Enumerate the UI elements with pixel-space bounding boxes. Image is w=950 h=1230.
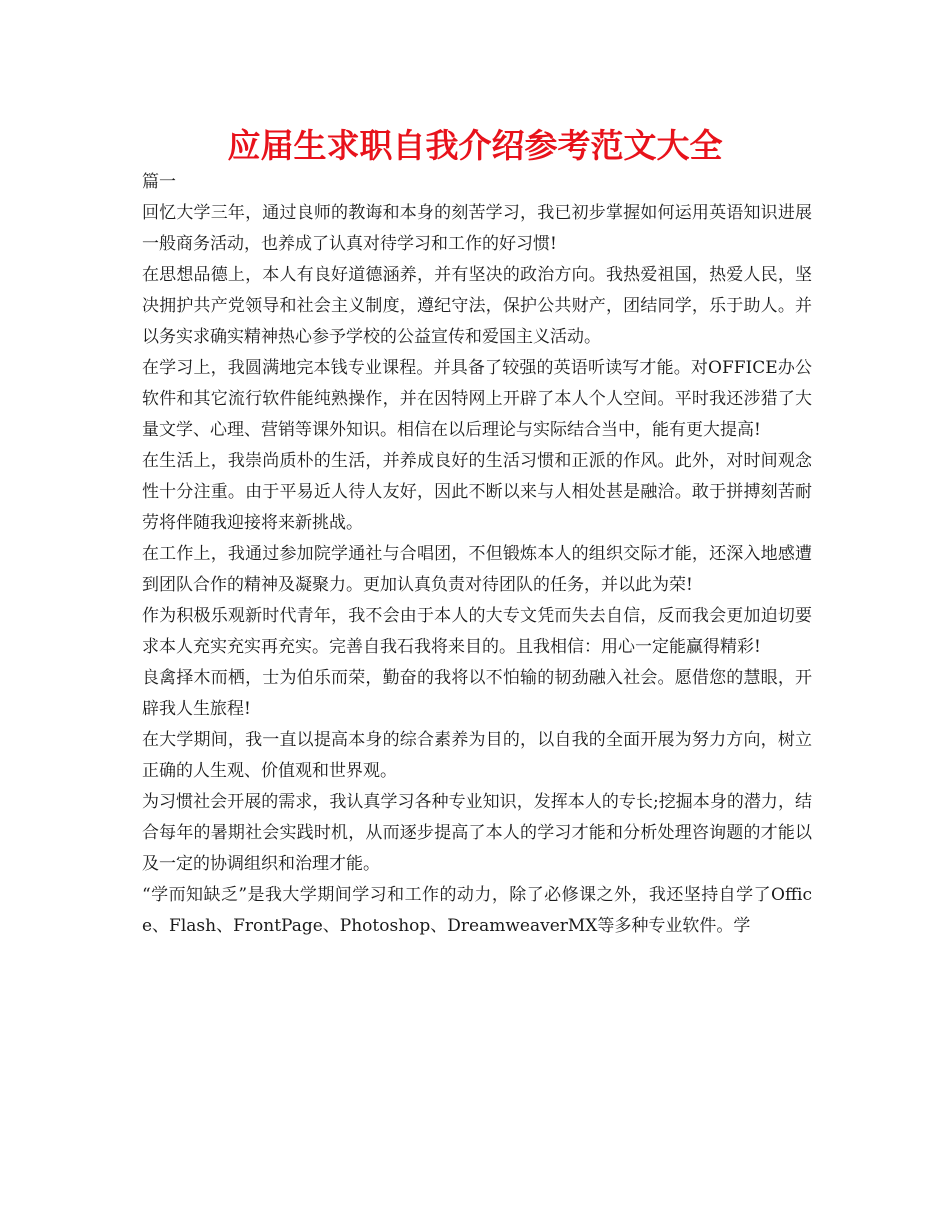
paragraph: 为习惯社会开展的需求，我认真学习各种专业知识，发挥本人的专长;挖掘本身的潜力，结合每年的暑期社会实践时机，从而逐步提高了本人的学习才能和分析处理咨询题的才能以及一定的协调组织和治理才能。 [142,792,812,874]
paragraph: 回忆大学三年，通过良师的教诲和本身的刻苦学习，我已初步掌握如何运用英语知识进展一般商务活动，也养成了认真对待学习和工作的好习惯! [142,203,812,254]
paragraph: 在工作上，我通过参加院学通社与合唱团，不但锻炼本人的组织交际才能，还深入地感遭到团队合作的精神及凝聚力。更加认真负责对待团队的任务，并以此为荣! [142,544,812,595]
paragraph: 良禽择木而栖，士为伯乐而荣，勤奋的我将以不怕输的韧劲融入社会。愿借您的慧眼，开辟我人生旅程! [142,668,812,719]
section-label: 篇一 [142,172,176,192]
paragraph: 在思想品德上，本人有良好道德涵养，并有坚决的政治方向。我热爱祖国，热爱人民，坚决拥护共产党领导和社会主义制度，遵纪守法，保护公共财产，团结同学，乐于助人。并以务实求确实精神热心参予学校的公益宣传和爱国主义活动。 [142,265,812,347]
paragraph: “学而知缺乏”是我大学期间学习和工作的动力，除了必修课之外，我还坚持自学了Office、Flash、FrontPage、Photoshop、DreamweaverMX等多种专业软件。学 [142,885,812,936]
paragraph: 作为积极乐观新时代青年，我不会由于本人的大专文凭而失去自信，反而我会更加迫切要求本人充实充实再充实。完善自我石我将来目的。且我相信：用心一定能赢得精彩! [142,606,812,657]
paragraph: 在大学期间，我一直以提高本身的综合素养为目的，以自我的全面开展为努力方向，树立正确的人生观、价值观和世界观。 [142,730,812,781]
document-body [142,198,812,942]
document-title: 应届生求职自我介绍参考范文大全 [227,126,723,165]
paragraph: 在生活上，我崇尚质朴的生活，并养成良好的生活习惯和正派的作风。此外，对时间观念性十分注重。由于平易近人待人友好，因此不断以来与人相处甚是融洽。敢于拼搏刻苦耐劳将伴随我迎接将来新挑战。 [142,451,812,533]
paragraph: 在学习上，我圆满地完本钱专业课程。并具备了较强的英语听读写才能。对OFFICE办公软件和其它流行软件能纯熟操作，并在因特网上开辟了本人个人空间。平时我还涉猎了大量文学、心理、营销等课外知识。相信在以后理论与实际结合当中，能有更大提高! [142,358,812,440]
